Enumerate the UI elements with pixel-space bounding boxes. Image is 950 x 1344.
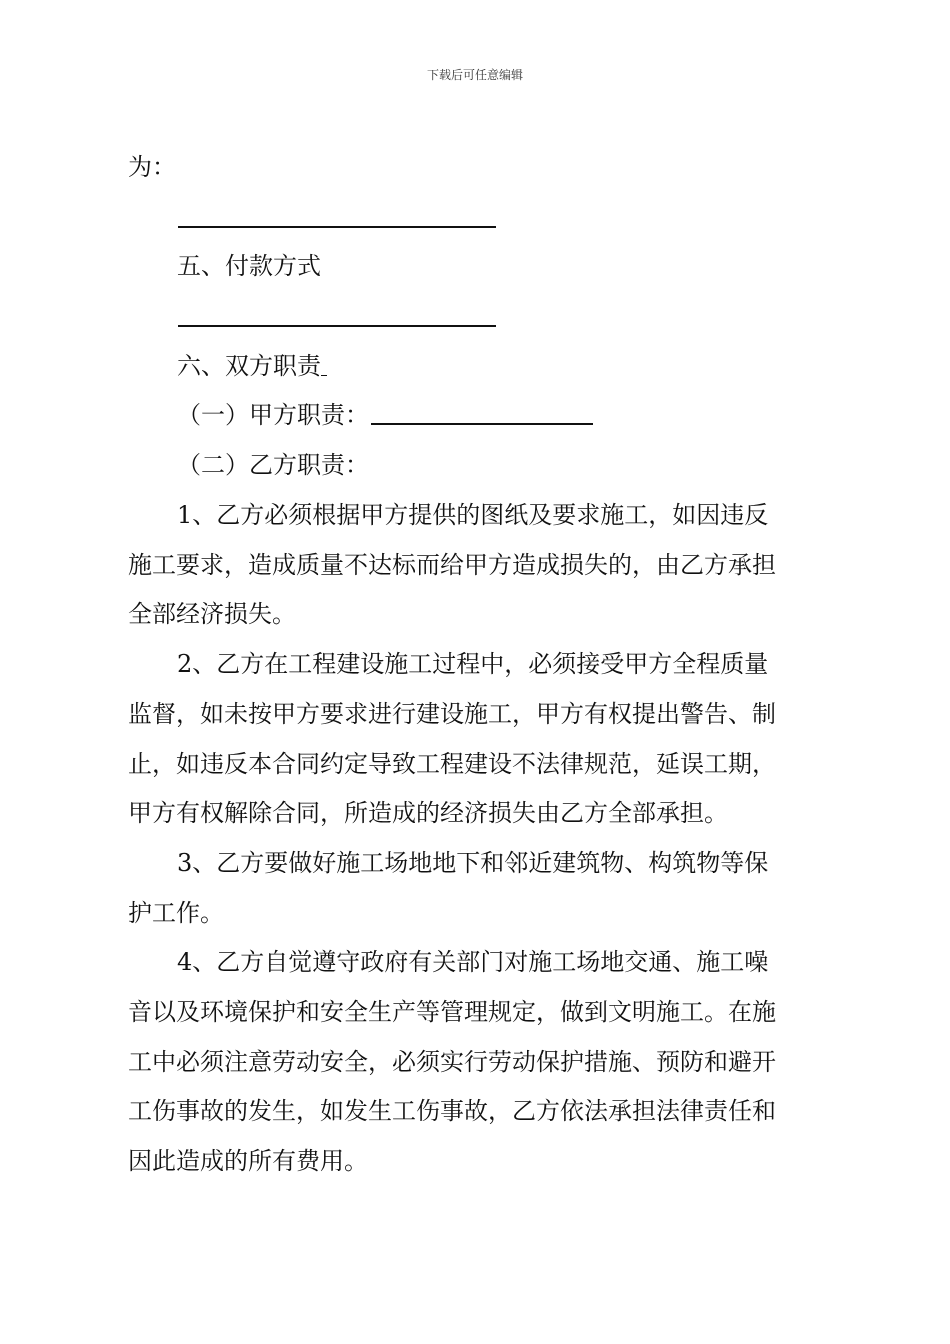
item-4-line-1: 4、乙方自觉遵守政府有关部门对施工场地交通、施工噪 (177, 948, 769, 976)
item-2-line-3: 止，如违反本合同约定导致工程建设不法律规范，延误工期， (128, 750, 776, 778)
item-2-line-1: 2、乙方在工程建设施工过程中，必须接受甲方全程质量 (177, 650, 769, 678)
fill-in-blank-2 (178, 325, 496, 327)
item-4-line-5: 因此造成的所有费用。 (128, 1147, 368, 1175)
party-a-label: （一）甲方职责： (177, 401, 369, 429)
item-4-line-3: 工中必须注意劳动安全，必须实行劳动保护措施、预防和避开 (128, 1048, 776, 1076)
item-1-line-2: 施工要求，造成质量不达标而给甲方造成损失的，由乙方承担 (128, 551, 776, 579)
item-2-line-2: 监督，如未按甲方要求进行建设施工，甲方有权提出警告、制 (128, 700, 776, 728)
party-a-duties (177, 400, 593, 430)
item-4-line-4: 工伤事故的发生，如发生工伤事故，乙方依法承担法律责任和 (128, 1097, 776, 1125)
item-1-line-1: 1、乙方必须根据甲方提供的图纸及要求施工，如因违反 (177, 501, 769, 529)
section-6-title (177, 351, 327, 381)
item-3-line-2: 护工作。 (128, 899, 224, 927)
section-5-title: 五、付款方式 (177, 252, 321, 280)
underline-mark (321, 353, 327, 376)
party-a-blank (371, 401, 593, 425)
item-2-line-4: 甲方有权解除合同，所造成的经济损失由乙方全部承担。 (128, 799, 728, 827)
text-line-wei: 为： (128, 153, 176, 181)
item-4-line-2: 音以及环境保护和安全生产等管理规定，做到文明施工。在施 (128, 998, 776, 1026)
page-header-note: 下载后可任意编辑 (426, 68, 523, 82)
fill-in-blank-1 (178, 226, 496, 228)
party-b-duties-label: （二）乙方职责： (177, 451, 369, 479)
section-6-title-text: 六、双方职责 (177, 352, 321, 380)
item-1-line-3: 全部经济损失。 (128, 600, 296, 628)
item-3-line-1: 3、乙方要做好施工场地地下和邻近建筑物、构筑物等保 (177, 849, 769, 877)
